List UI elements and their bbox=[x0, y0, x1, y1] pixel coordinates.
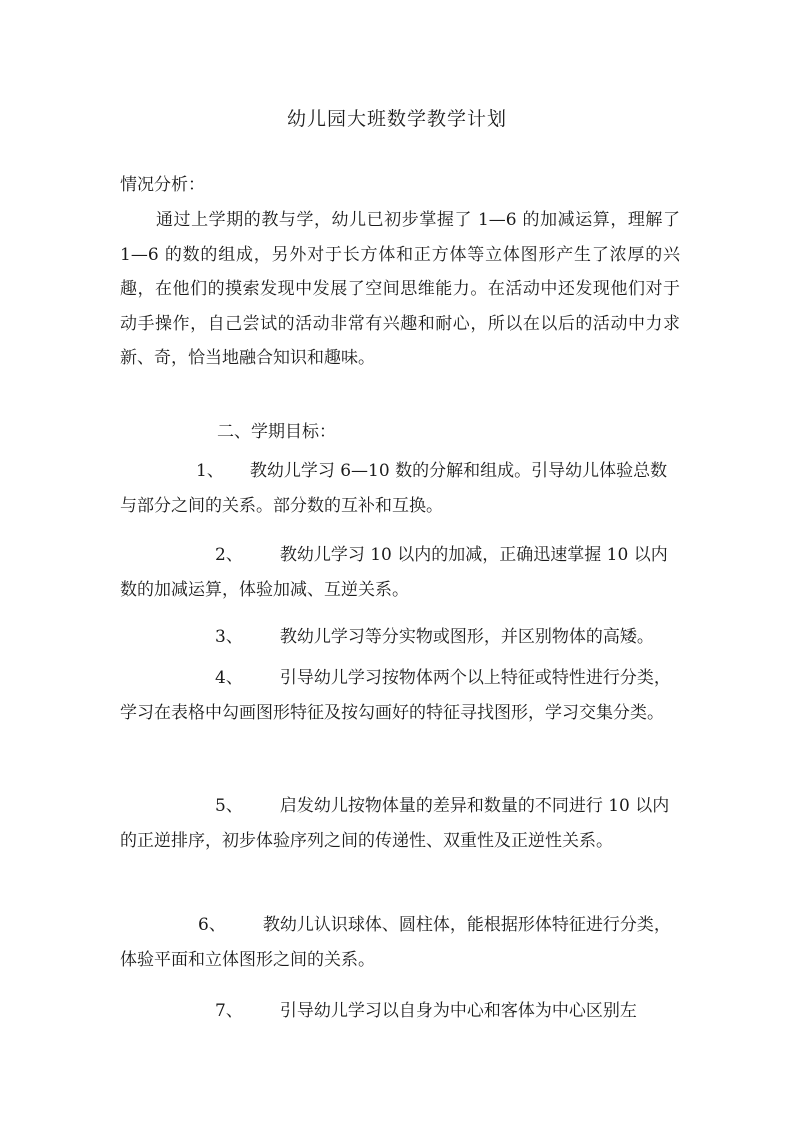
goal-item bbox=[120, 789, 680, 858]
goal-item bbox=[120, 620, 680, 655]
goal-number: 2、 bbox=[215, 545, 243, 565]
goals-heading: 二、学期目标： bbox=[217, 422, 336, 442]
goal-number: 3、 bbox=[215, 627, 243, 647]
goal-number: 7、 bbox=[215, 1001, 243, 1021]
goal-text: 教幼儿学习 10 以内的加减，正确迅速掌握 10 以内数的加减运算，体验加减、互逆关系。 bbox=[120, 545, 668, 600]
goal-item bbox=[120, 454, 680, 523]
goal-number: 6、 bbox=[198, 915, 226, 935]
document-title: 幼儿园大班数学教学计划 bbox=[286, 108, 507, 130]
goal-text: 引导幼儿学习按物体两个以上特征或特性进行分类，学习在表格中勾画图形特征及按勾画好的特征寻找图形，学习交集分类。 bbox=[120, 668, 671, 723]
goal-text: 教幼儿认识球体、圆柱体，能根据形体特征进行分类，体验平面和立体图形之间的关系。 bbox=[120, 915, 671, 970]
goal-text: 启发幼儿按物体量的差异和数量的不同进行 10 以内的正逆排序，初步体验序列之间的传递性、双重性及正逆性关系。 bbox=[120, 796, 670, 851]
goal-item bbox=[120, 994, 680, 1029]
goal-number: 4、 bbox=[215, 668, 243, 688]
goal-text: 引导幼儿学习以自身为中心和客体为中心区别左 bbox=[279, 1001, 637, 1021]
goal-item bbox=[120, 661, 680, 730]
goal-text: 教幼儿学习等分实物或图形，并区别物体的高矮。 bbox=[279, 627, 654, 647]
goal-number: 5、 bbox=[215, 796, 243, 816]
goal-number: 1、 bbox=[196, 461, 224, 481]
situation-paragraph: 通过上学期的教与学，幼儿已初步掌握了 1—6 的加减运算，理解了 1—6 的数的组成，另外对于长方体和正方体等立体图形产生了浓厚的兴趣，在他们的摸索发现中发展了空间思维能力。在活动中还发现他们对于动手操作，自己尝试的活动非常有兴趣和耐心，所以在以后的活动中力求新、奇，恰当地融合知识和趣味。 bbox=[120, 210, 680, 368]
goal-item bbox=[120, 538, 680, 607]
goal-text: 教幼儿学习 6—10 数的分解和组成。引导幼儿体验总数与部分之间的关系。部分数的互补和互换。 bbox=[120, 461, 668, 516]
goal-item bbox=[120, 908, 680, 977]
situation-heading: 情况分析： bbox=[120, 175, 205, 195]
